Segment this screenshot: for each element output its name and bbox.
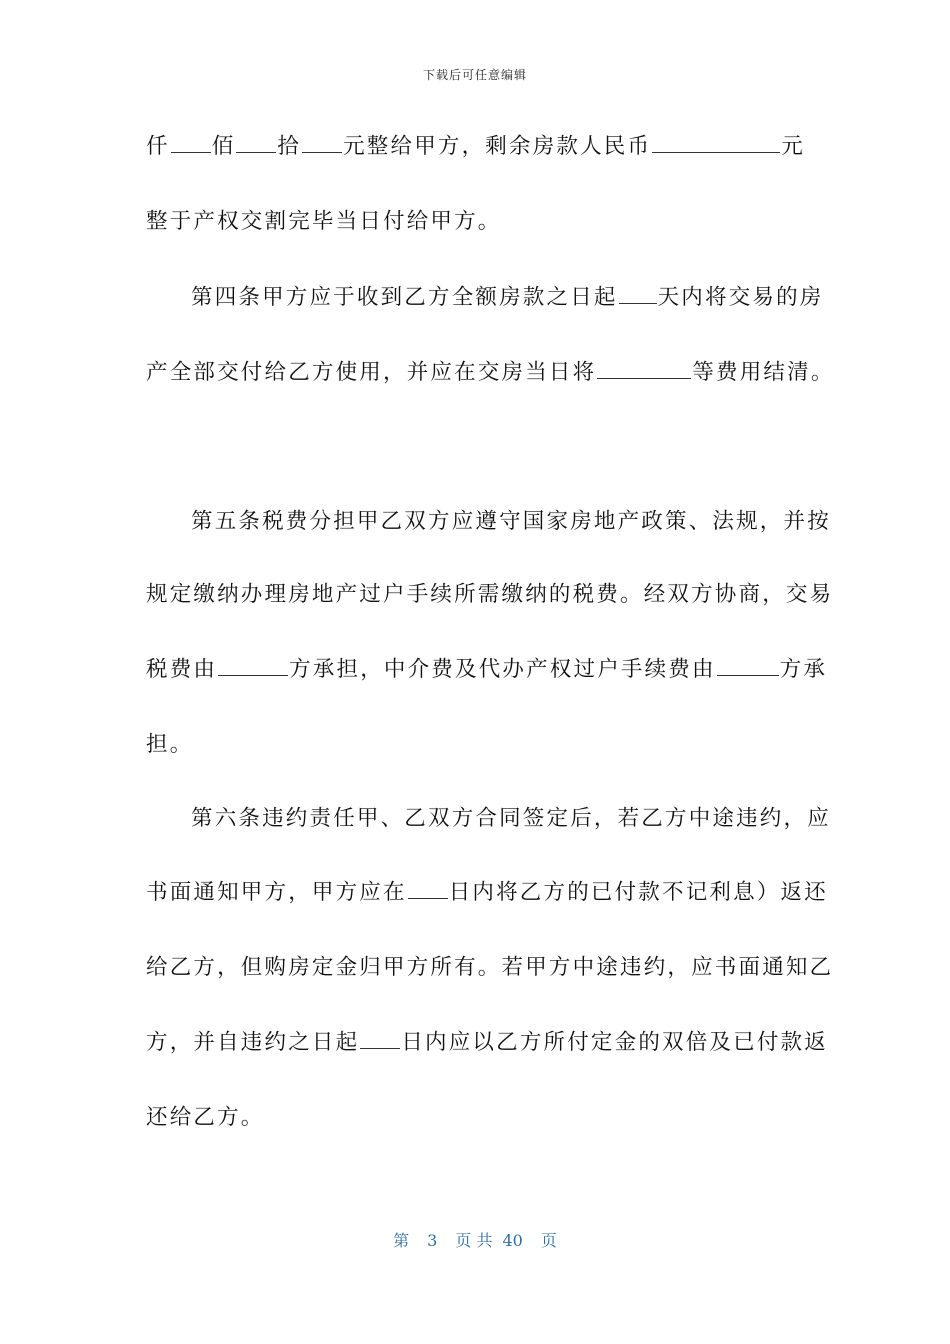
page-footer [0,1228,950,1251]
text-segment: 书面通知甲方，甲方应在 [146,880,407,905]
fill-blank [408,878,448,899]
text-segment: 方，并自违约之日起 [146,1030,360,1055]
page-suffix: 页 [540,1231,557,1250]
text-segment: 佰 [211,134,236,159]
body-line-8: 担。 [146,732,194,757]
fill-blank [597,358,691,379]
text-segment: 仟 [146,134,170,159]
text-segment: 日内将乙方的已付款不记利息）返还 [448,880,828,905]
fill-blank [302,132,342,153]
body-line-11: 给乙方，但购房定金归甲方所有。若甲方中途违约，应书面通知乙 [146,955,834,980]
text-segment: 产全部交付给乙方使用，并应在交房当日将 [146,360,597,385]
body-line-6: 规定缴纳办理房地产过户手续所需缴纳的税费。经双方协商，交易 [146,582,834,607]
body-line-9: 第六条违约责任甲、乙双方合同签定后，若乙方中途违约，应 [191,806,831,831]
total-pages: 40 [502,1231,523,1250]
fill-blank [171,132,211,153]
body-line-3 [191,283,871,313]
fill-blank [619,283,657,304]
body-line-1 [146,132,826,162]
total-prefix: 页 共 [455,1231,493,1250]
fill-blank [218,655,288,676]
page-label: 第 [393,1231,410,1250]
fill-blank [652,132,780,153]
header-note: 下载后可任意编辑 [422,68,527,82]
body-line-12 [146,1028,826,1058]
text-segment: 元整给甲方，剩余房款人民币 [343,134,652,159]
fill-blank [717,655,779,676]
text-segment: 元 [781,134,805,159]
fill-blank [236,132,276,153]
body-line-5: 第五条税费分担甲乙双方应遵守国家房地产政策、法规，并按 [191,509,831,534]
text-segment: 方承 [779,657,828,682]
body-line-4 [146,358,835,388]
body-line-10 [146,878,826,908]
text-segment: 日内应以乙方所付定金的双倍及已付款返 [401,1030,828,1055]
text-segment: 拾 [277,134,302,159]
page-number: 3 [427,1231,438,1250]
body-line-2: 整于产权交割完毕当日付给甲方。 [146,209,502,234]
body-line-13: 还给乙方。 [146,1105,265,1130]
text-segment: 税费由 [146,657,218,682]
text-segment: 等费用结清。 [692,360,835,385]
text-segment: 方承担，中介费及代办产权过户手续费由 [289,657,716,682]
text-segment: 天内将交易的房 [657,285,824,310]
body-line-7 [146,655,826,685]
text-segment: 第四条甲方应于收到乙方全额房款之日起 [191,285,618,310]
fill-blank [360,1028,400,1049]
